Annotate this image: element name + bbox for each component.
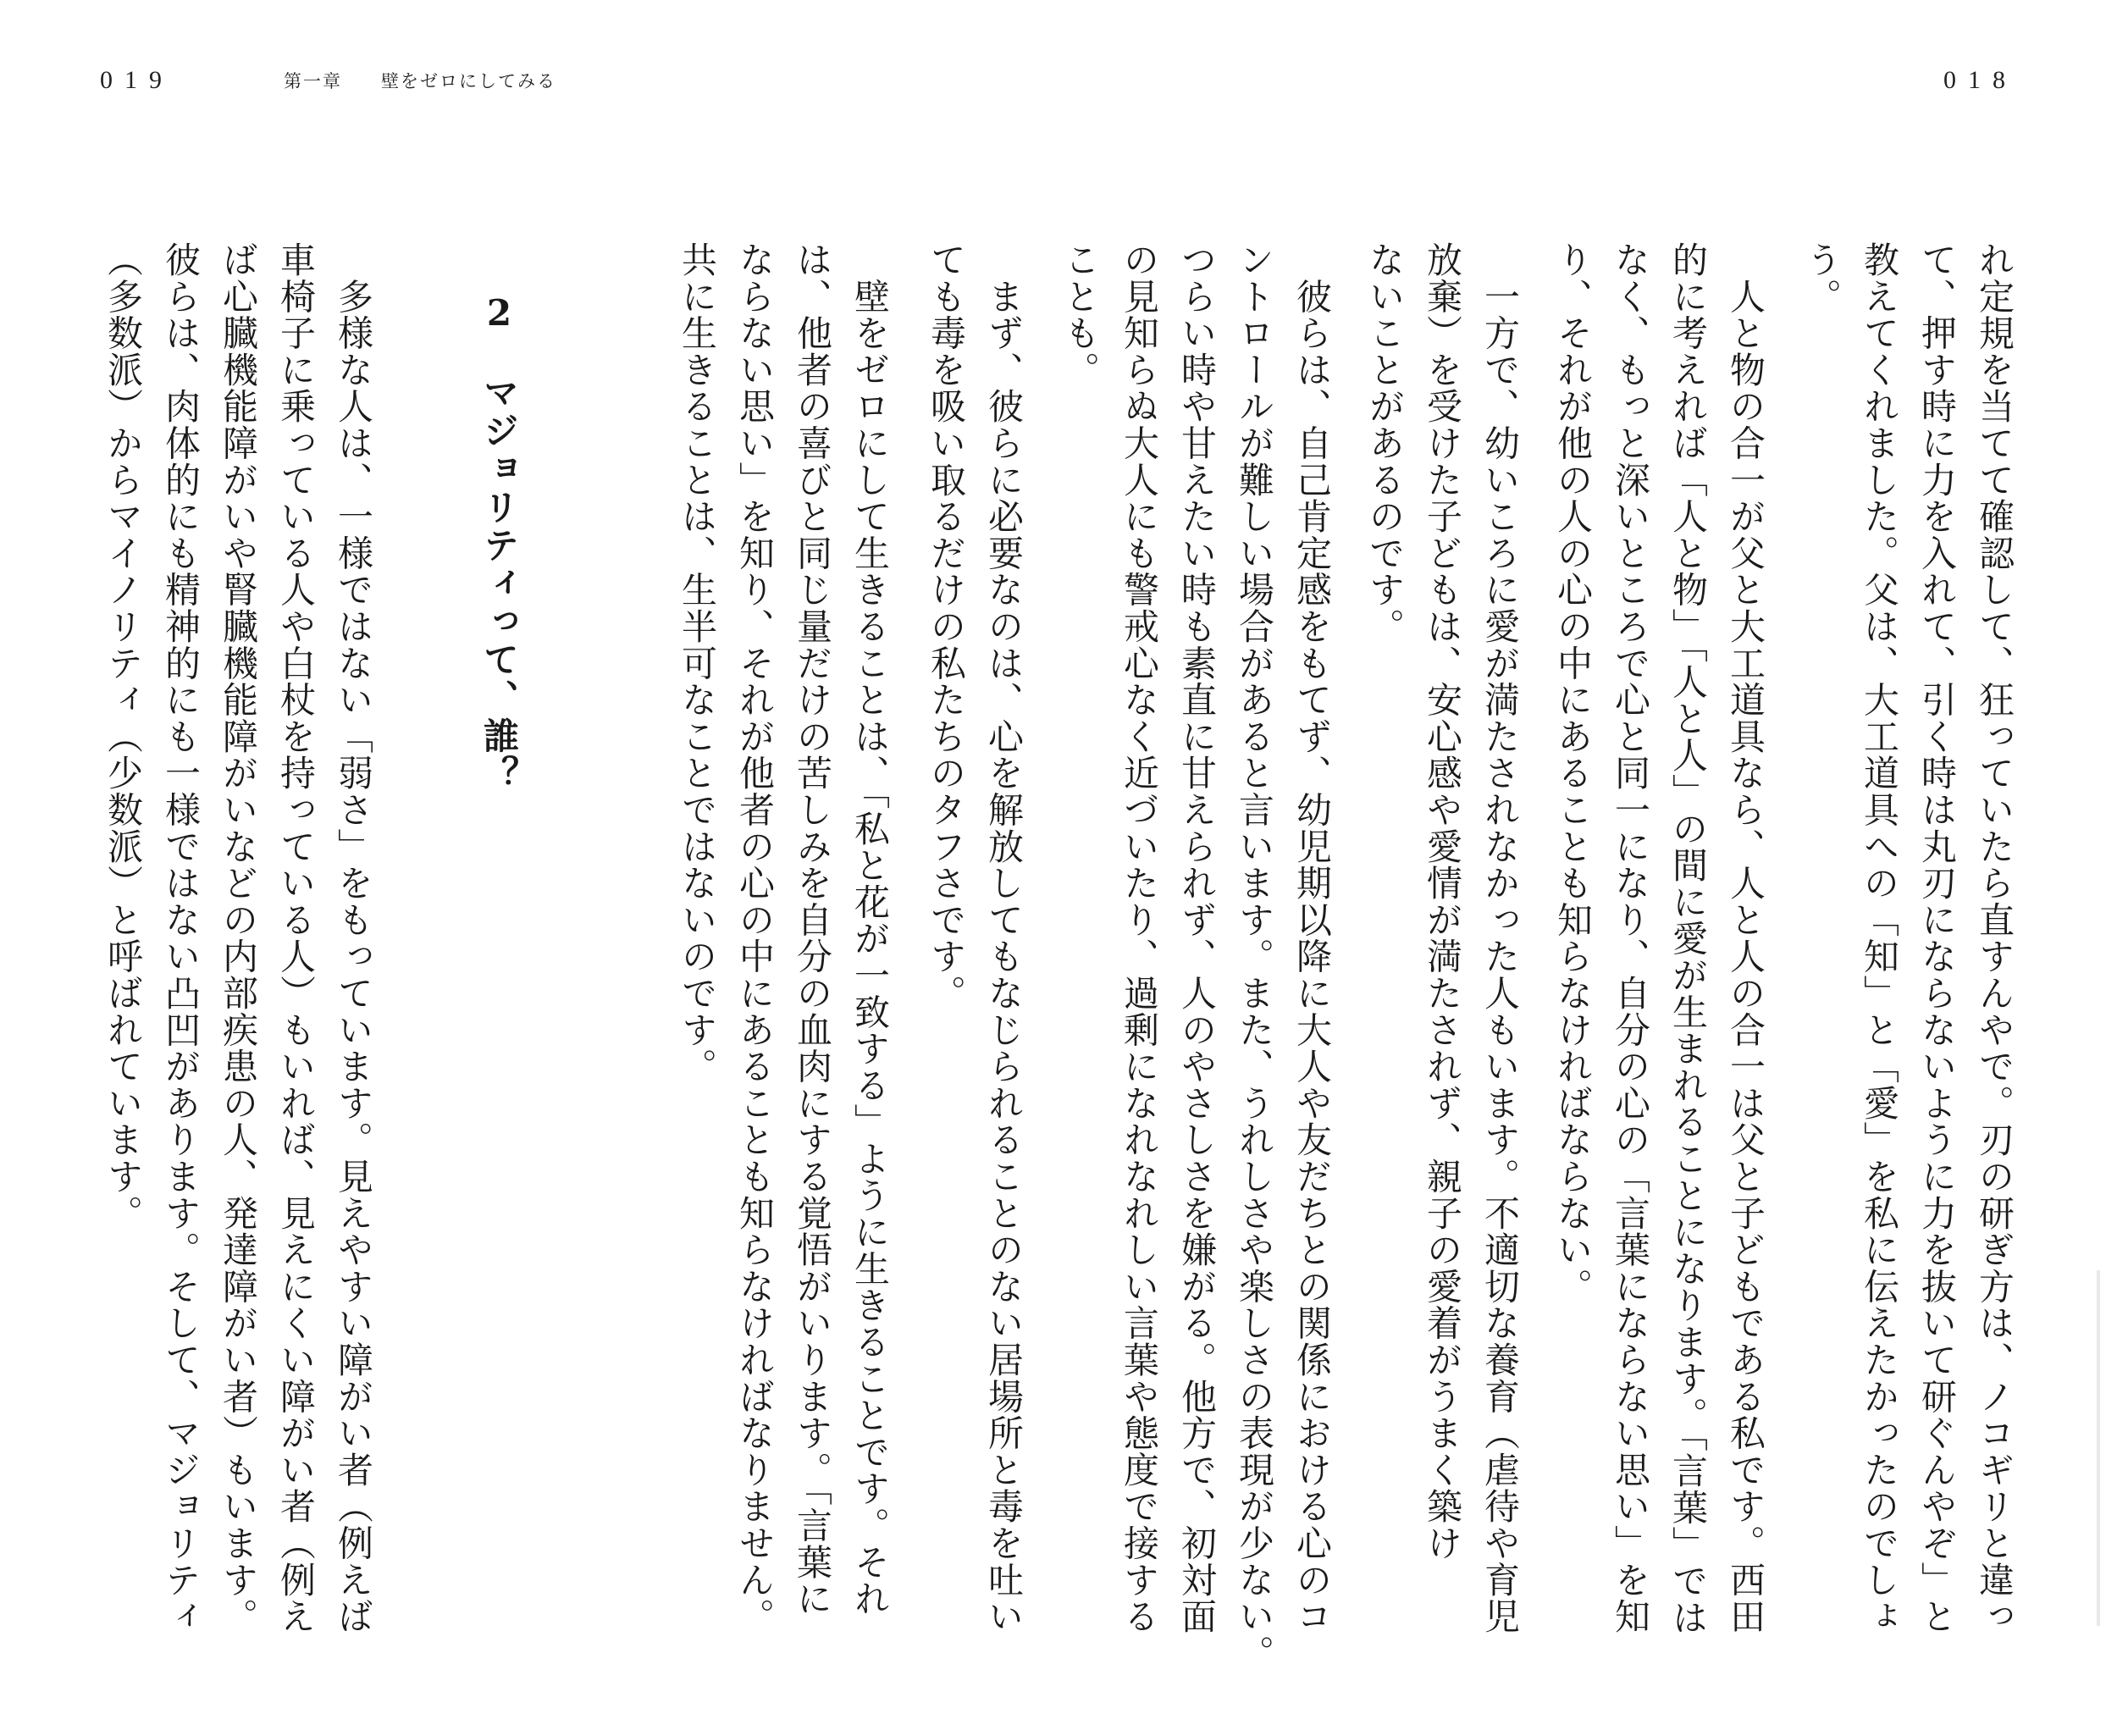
page-number-right: 018: [1943, 66, 2017, 94]
text-column: う。: [1801, 241, 1843, 315]
text-column: 共に生きることは、生半可なことではないのです。: [677, 241, 718, 1085]
text-column: 放棄）を受けた子どもは、安心感や愛情が満たされず、親子の愛着がうまく築け: [1422, 241, 1463, 1562]
text-column: ても毒を吸い取るだけの私たちのタフさです。: [926, 241, 967, 1012]
text-column: ことも。: [1059, 241, 1101, 389]
text-column: 教えてくれました。父は、大工道具への「知」と「愛」を私に伝えたかったのでしょ: [1859, 241, 1900, 1635]
text-column: なく、もっと深いところで心と同一になり、自分の心の「言葉にならない思い」を知: [1610, 241, 1651, 1635]
text-column: は、他者の喜びと同じ量だけの苦しみを自分の血肉にする覚悟がいります。「言葉に: [792, 241, 833, 1617]
running-head: 第一章 壁をゼロにしてみる: [284, 71, 556, 91]
text-column: れ定規を当てて確認して、狂っていたら直すんやで。刃の研ぎ方は、ノコギリと違っ: [1974, 241, 2015, 1635]
text-column: 車椅子に乗っている人や白杖を持っている人）もいれば、見えにくい障がい者（例え: [275, 241, 317, 1635]
text-column: 彼らは、自己肯定感をもてず、幼児期以降に大人や友だちとの関係における心のコ: [1291, 241, 1333, 1635]
text-column: （多数派）からマイノリティ（少数派）と呼ばれています。: [102, 241, 144, 1232]
section-heading: 2 マジョリティって、誰？: [478, 292, 520, 793]
text-column: ないことがあるのです。: [1364, 241, 1406, 645]
text-column: 彼らは、肉体的にも精神的にも一様ではない凸凹があります。そして、マジョリティ: [160, 241, 202, 1635]
page-edge-shadow: [2097, 1270, 2100, 1626]
text-column: 多様な人は、一様ではない「弱さ」をもっています。見えやすい障がい者（例えば: [333, 241, 374, 1635]
text-column: 人と物の合一が父と大工道具なら、人と人の合一は父と子どもである私です。西田: [1725, 241, 1766, 1635]
text-column: 一方で、幼いころに愛が満たされなかった人もいます。不適切な養育（虐待や育児: [1479, 241, 1521, 1635]
text-column: 壁をゼロにして生きることは、「私と花が一致する」ように生きることです。それ: [849, 241, 891, 1617]
text-column: つらい時や甘えたい時も素直に甘えられず、人のやさしさを嫌がる。他方で、初対面: [1176, 241, 1218, 1635]
text-column: ならない思い」を知り、それが他者の心の中にあることも知らなければなりません。: [734, 241, 776, 1635]
text-column: まず、彼らに必要なのは、心を解放してもなじられることのない居場所と毒を吐い: [983, 241, 1025, 1635]
text-column: ば心臓機能障がいや腎臓機能障がいなどの内部疾患の人、発達障がい者）もいます。: [218, 241, 259, 1635]
text-column: て、押す時に力を入れて、引く時は丸刃にならないように力を抜いて研ぐんやぞ」と: [1916, 241, 1958, 1635]
text-column: 的に考えれば「人と物」「人と人」の間に愛が生まれることになります。「言葉」では: [1667, 241, 1709, 1636]
text-column: の見知らぬ大人にも警戒心なく近づいたり、過剰になれなれしい言葉や態度で接する: [1119, 241, 1160, 1635]
page-number-left: 019: [100, 66, 174, 94]
text-column: り、それが他の人の心の中にあることも知らなければならない。: [1552, 241, 1594, 1305]
text-column: ントロールが難しい場合があると言います。また、うれしさや楽しさの表現が少ない。: [1234, 241, 1275, 1672]
